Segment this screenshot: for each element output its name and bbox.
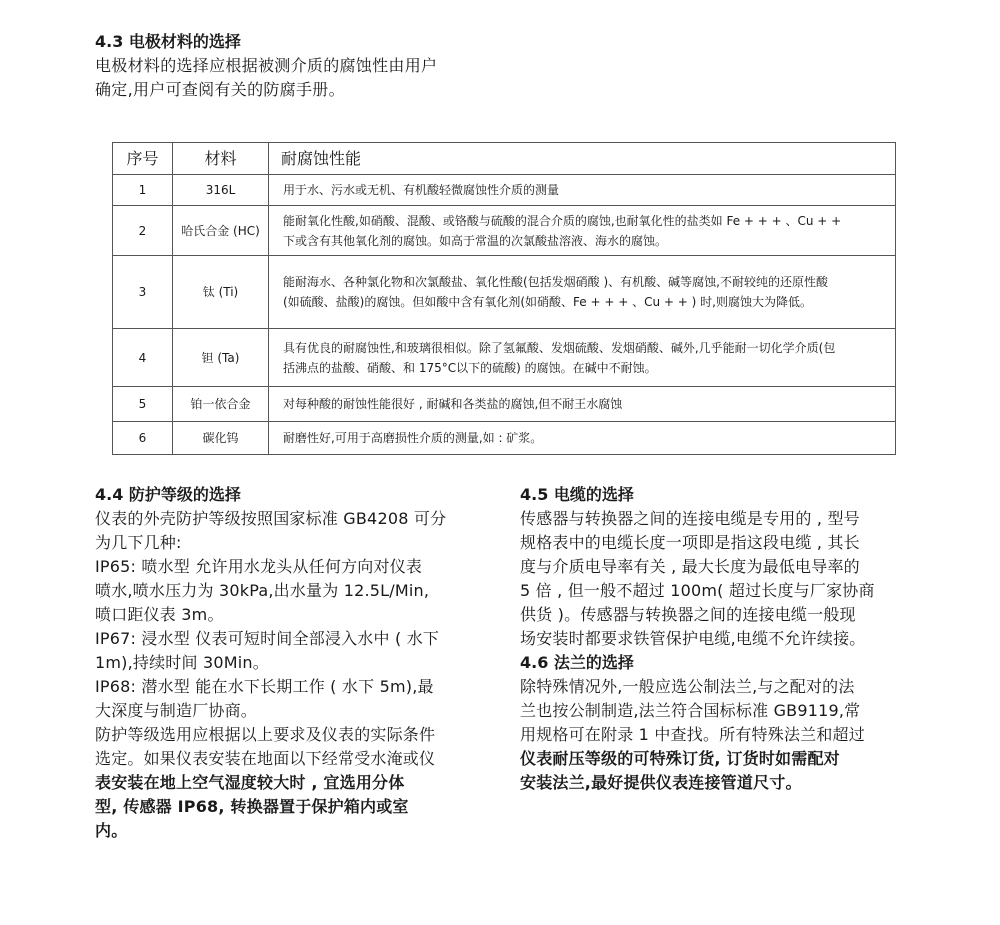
row-no: 3	[113, 256, 173, 329]
table-row	[113, 175, 896, 206]
row-desc: 对每种酸的耐蚀性能很好 , 耐碱和各类盐的腐蚀,但不耐王水腐蚀	[269, 387, 896, 422]
table-header-row	[113, 143, 896, 175]
body-line: 安装法兰,最好提供仪表连接管道尺寸。	[520, 773, 802, 792]
body-line: 兰也按公制制造,法兰符合国标标准 GB9119,常	[520, 701, 861, 720]
body-line: 规格表中的电缆长度一项即是指这段电缆 , 其长	[520, 533, 860, 552]
body-line: 为几下几种:	[95, 533, 182, 552]
row-no: 2	[113, 206, 173, 256]
body-line: 度与介质电导率有关 , 最大长度为最低电导率的	[520, 557, 860, 576]
row-material: 钛 (Ti)	[173, 256, 269, 329]
body-line: 传感器与转换器之间的连接电缆是专用的 , 型号	[520, 509, 860, 528]
body-line: 确定,用户可查阅有关的防腐手册。	[95, 80, 345, 99]
section-heading: 4.5 电缆的选择	[520, 485, 634, 504]
body-line: IP67: 浸水型 仪表可短时间全部浸入水中 ( 水下	[95, 629, 440, 648]
row-material: 碳化钨	[173, 422, 269, 455]
row-no: 5	[113, 387, 173, 422]
body-line: IP68: 潜水型 能在水下长期工作 ( 水下 5m),最	[95, 677, 434, 696]
body-line: 型, 传感器 IP68, 转换器置于保护箱内或室	[95, 797, 409, 816]
row-no: 4	[113, 329, 173, 387]
body-line: 内。	[95, 821, 128, 840]
row-desc: 能耐氧化性酸,如硝酸、混酸、或铬酸与硫酸的混合介质的腐蚀,也耐氧化性的盐类如 Fe + + + 、Cu + + 下或含有其他氧化剂的腐蚀。如高于常温的次氯酸盐溶液、海水的腐蚀。	[269, 206, 896, 256]
row-material: 哈氏合金 (HC)	[173, 206, 269, 256]
body-line: 防护等级选用应根据以上要求及仪表的实际条件	[95, 725, 436, 744]
table-row	[113, 206, 896, 256]
row-desc: 用于水、污水或无机、有机酸轻微腐蚀性介质的测量	[269, 175, 896, 206]
body-line: 5 倍 , 但一般不超过 100m( 超过长度与厂家协商	[520, 581, 875, 600]
section-4-6	[520, 651, 912, 795]
table-row	[113, 329, 896, 387]
row-desc: 能耐海水、各种氯化物和次氯酸盐、氧化性酸(包括发烟硝酸 )、有机酸、碱等腐蚀,不耐较纯的还原性酸 (如硫酸、盐酸)的腐蚀。但如酸中含有氧化剂(如硝酸、Fe + + + 、Cu + + ) 时,则腐蚀大为降低。	[269, 256, 896, 329]
section-4-5	[520, 483, 912, 795]
body-line: 选定。如果仪表安装在地面以下经常受水淹或仪	[95, 749, 436, 768]
section-heading: 4.6 法兰的选择	[520, 653, 634, 672]
body-line: 供货 )。传感器与转换器之间的连接电缆一般现	[520, 605, 856, 624]
body-line: 表安装在地上空气湿度较大时 , 宜选用分体	[95, 773, 405, 792]
body-line: 用规格可在附录 1 中查找。所有特殊法兰和超过	[520, 725, 865, 744]
body-line: 大深度与制造厂协商。	[95, 701, 258, 720]
section-heading: 4.4 防护等级的选择	[95, 485, 241, 504]
body-line: 喷水,喷水压力为 30kPa,出水量为 12.5L/Min,	[95, 581, 430, 600]
row-material: 316L	[173, 175, 269, 206]
body-line: 仪表耐压等级的可特殊订货, 订货时如需配对	[520, 749, 840, 768]
table-row	[113, 422, 896, 455]
body-line: 1m),持续时间 30Min。	[95, 653, 269, 672]
row-no: 6	[113, 422, 173, 455]
row-material: 铂一依合金	[173, 387, 269, 422]
header-no: 序号	[113, 143, 173, 175]
body-line: 场安装时都要求铁管保护电缆,电缆不允许续接。	[520, 629, 866, 648]
table-row	[113, 256, 896, 329]
header-material: 材料	[173, 143, 269, 175]
section-heading: 4.3 电极材料的选择	[95, 32, 241, 51]
body-line: 除特殊情况外,一般应选公制法兰,与之配对的法	[520, 677, 855, 696]
body-line: 仪表的外壳防护等级按照国家标准 GB4208 可分	[95, 509, 447, 528]
section-4-4	[95, 483, 490, 843]
row-desc: 具有优良的耐腐蚀性,和玻璃很相似。除了氢氟酸、发烟硫酸、发烟硝酸、碱外,几乎能耐一切化学介质(包 括沸点的盐酸、硝酸、和 175°C以下的硫酸) 的腐蚀。在碱中不耐蚀。	[269, 329, 896, 387]
row-material: 钽 (Ta)	[173, 329, 269, 387]
header-performance: 耐腐蚀性能	[269, 143, 896, 175]
body-line: IP65: 喷水型 允许用水龙头从任何方向对仪表	[95, 557, 423, 576]
row-no: 1	[113, 175, 173, 206]
section-4-3	[95, 30, 515, 102]
body-line: 电极材料的选择应根据被测介质的腐蚀性由用户	[95, 56, 438, 75]
body-line: 喷口距仪表 3m。	[95, 605, 224, 624]
electrode-material-table	[112, 142, 896, 455]
row-desc: 耐磨性好,可用于高磨损性介质的测量,如 : 矿浆。	[269, 422, 896, 455]
table-row	[113, 387, 896, 422]
